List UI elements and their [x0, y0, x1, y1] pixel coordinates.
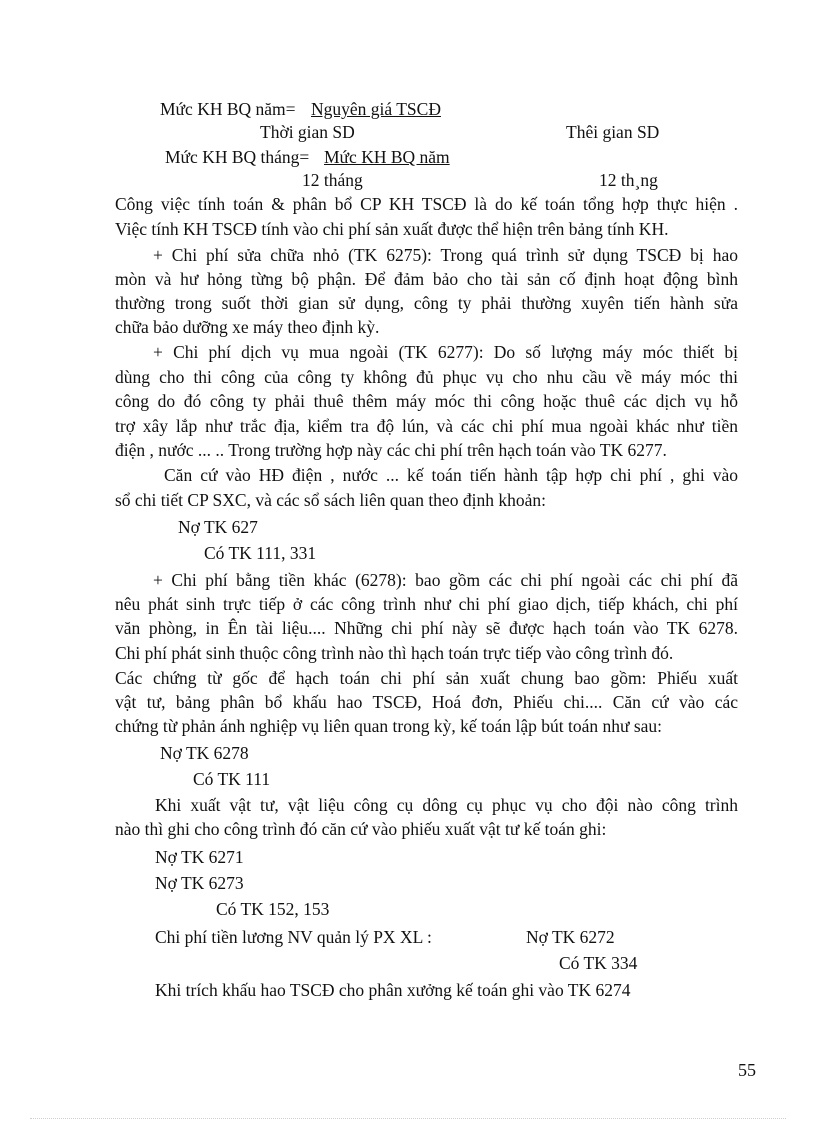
paragraph-line: nào thì ghi cho công trình đó căn cứ vào phiếu xuất vật tư kế toán ghi: [115, 819, 607, 839]
paragraph-line: mòn và hư hỏng từng bộ phận. Để đảm bảo cho tài sản cố định hoạt động bình [115, 269, 738, 289]
formula-year-denominator-right: Thêi gian SD [566, 122, 660, 142]
formula-year-denominator: Thời gian SD [260, 122, 355, 142]
paragraph-line: Căn cứ vào HĐ điện , nước ... kế toán tiến hành tập hợp chi phí , ghi vào [164, 465, 738, 485]
formula-month-denominator-right: 12 th¸ng [599, 170, 658, 190]
salary-debit: Nợ TK 6272 [526, 927, 615, 947]
paragraph-line: + Chi phí dịch vụ mua ngoài (TK 6277): Do số lượng máy móc thiết bị [153, 342, 738, 362]
depreciation-text: Khi trích khấu hao TSCĐ cho phân xưởng kế toán ghi vào TK 6274 [155, 980, 631, 1000]
page-bottom-rule [30, 1118, 786, 1119]
entry-credit: Có TK 111 [193, 769, 271, 789]
paragraph-line: chữa bảo dưỡng xe máy theo định kỳ. [115, 317, 380, 337]
entry-debit: Nợ TK 6271 [155, 847, 244, 867]
formula-month-denominator: 12 tháng [302, 170, 363, 190]
paragraph-line: Khi xuất vật tư, vật liệu công cụ dông cụ phục vụ cho đội nào công trình [155, 795, 738, 815]
paragraph-line: Chi phí phát sinh thuộc công trình nào thì hạch toán trực tiếp vào công trình đó. [115, 643, 674, 663]
paragraph-line: điện , nước ... .. Trong trường hợp này các chi phí trên hạch toán vào TK 6277. [115, 440, 667, 460]
paragraph-line: công do đó công ty phải thuê thêm máy móc thi công hoặc thuê các dịch vụ hỗ [115, 391, 738, 411]
paragraph-line: thường trong suốt thời gian sử dụng, công ty phải thường xuyên tiến hành sửa [115, 293, 738, 313]
paragraph-line: chứng từ phản ánh nghiệp vụ liên quan trong kỳ, kế toán lập bút toán như sau: [115, 716, 663, 736]
paragraph-line: + Chi phí bằng tiền khác (6278): bao gồm các chi phí ngoài các chi phí đã [153, 570, 738, 590]
salary-credit: Có TK 334 [559, 953, 638, 973]
formula-month-label: Mức KH BQ tháng= [165, 147, 310, 167]
page-number: 55 [738, 1060, 756, 1080]
formula-month-numerator: Mức KH BQ năm [324, 147, 450, 167]
paragraph-line: Công việc tính toán & phân bổ CP KH TSCĐ là do kế toán tổng hợp thực hiện . [115, 194, 738, 214]
paragraph-line: nêu phát sinh trực tiếp ở các công trình như chi phí giao dịch, tiếp khách, chi phí [115, 594, 738, 614]
paragraph-line: Việc tính KH TSCĐ tính vào chi phí sản xuất được thể hiện trên bảng tính KH. [115, 219, 669, 239]
paragraph-line: dùng cho thi công của công ty không đủ phục vụ cho nhu cầu về máy móc thi [115, 367, 738, 387]
paragraph-line: + Chi phí sửa chữa nhỏ (TK 6275): Trong quá trình sử dụng TSCĐ bị hao [153, 245, 738, 265]
paragraph-line: vật tư, bảng phân bổ khấu hao TSCĐ, Hoá đơn, Phiếu chi.... Căn cứ vào các [115, 692, 738, 712]
formula-year-numerator: Nguyên giá TSCĐ [311, 99, 441, 119]
paragraph-line: sổ chi tiết CP SXC, và các sổ sách liên quan theo định khoản: [115, 490, 546, 510]
entry-debit: Nợ TK 6278 [160, 743, 249, 763]
formula-year-label: Mức KH BQ năm= [160, 99, 296, 119]
paragraph-line: trợ xây lắp như trắc địa, kiểm tra độ lún, và các chi phí mua ngoài khác như tiền [115, 416, 738, 436]
paragraph-line: văn phòng, in Ên tài liệu.... Những chi phí này sẽ được hạch toán vào TK 6278. [115, 618, 738, 638]
entry-credit: Có TK 152, 153 [216, 899, 330, 919]
paragraph-line: Các chứng từ gốc để hạch toán chi phí sản xuất chung bao gồm: Phiếu xuất [115, 668, 738, 688]
entry-debit: Nợ TK 6273 [155, 873, 244, 893]
salary-text: Chi phí tiền lương NV quản lý PX XL : [155, 927, 432, 947]
entry-credit: Có TK 111, 331 [204, 543, 317, 563]
entry-debit: Nợ TK 627 [178, 517, 258, 537]
